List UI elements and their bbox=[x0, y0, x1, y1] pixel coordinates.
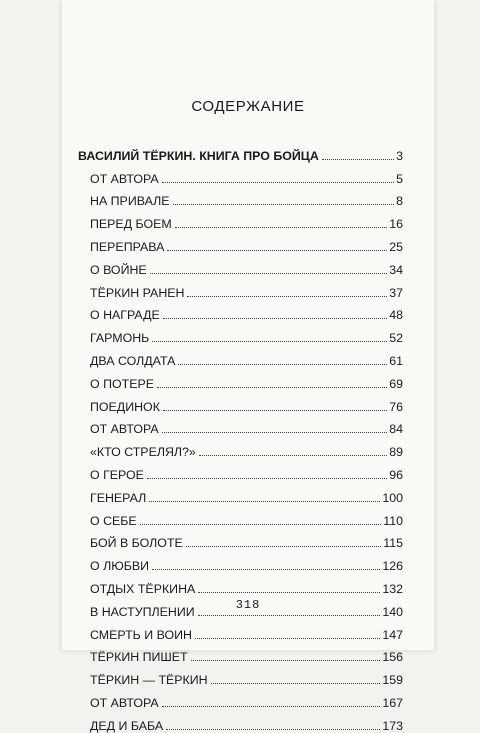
toc-entry bbox=[78, 300, 403, 323]
dot-leader bbox=[199, 455, 387, 456]
toc-entry-title: О ЛЮБВИ bbox=[90, 559, 150, 574]
dot-leader bbox=[152, 341, 387, 342]
dot-leader bbox=[173, 204, 395, 205]
toc-entry-page: 69 bbox=[389, 376, 403, 391]
toc-entry bbox=[78, 254, 403, 277]
toc-entry-title: ТЁРКИН РАНЕН bbox=[90, 285, 185, 300]
toc-entry-title: ВАСИЛИЙ ТЁРКИН. КНИГА ПРО БОЙЦА bbox=[78, 148, 319, 163]
page-number: 318 bbox=[235, 598, 261, 612]
toc-entry-title: СМЕРТЬ И ВОИН bbox=[90, 627, 192, 642]
dot-leader bbox=[152, 569, 380, 570]
dot-leader bbox=[198, 592, 380, 593]
toc-entry-page: 147 bbox=[382, 627, 403, 642]
toc-entry-title: О ВОЙНЕ bbox=[90, 262, 147, 277]
toc-entry-page: 84 bbox=[389, 422, 403, 437]
dot-leader bbox=[147, 478, 387, 479]
toc-entry-page: 132 bbox=[382, 581, 403, 596]
dot-leader bbox=[211, 683, 381, 684]
toc-entry-title: ОТ АВТОРА bbox=[90, 171, 159, 186]
toc-entry-title: О СЕБЕ bbox=[90, 513, 137, 528]
dot-leader bbox=[162, 432, 388, 433]
toc-entry-title: НА ПРИВАЛЕ bbox=[90, 194, 170, 209]
dot-leader bbox=[186, 546, 381, 547]
dot-leader bbox=[178, 364, 387, 365]
toc-entry-title: ОТДЫХ ТЁРКИНА bbox=[90, 581, 196, 596]
dot-leader bbox=[175, 227, 387, 228]
toc-entry-title: ОТ АВТОРА bbox=[90, 422, 159, 437]
dot-leader bbox=[149, 501, 380, 502]
toc-entry-title: ПОЕДИНОК bbox=[90, 399, 160, 414]
dot-leader bbox=[163, 410, 387, 411]
toc-entry-title: ДЕД И БАБА bbox=[90, 718, 164, 733]
toc-entry-page: 3 bbox=[396, 148, 403, 163]
toc-entry bbox=[78, 368, 403, 391]
toc-entry-page: 167 bbox=[382, 695, 403, 710]
toc-entry-page: 89 bbox=[389, 445, 403, 460]
toc-entry-title: ПЕРЕПРАВА bbox=[90, 239, 165, 254]
toc-entry-page: 140 bbox=[382, 604, 403, 619]
toc-entry-page: 48 bbox=[389, 308, 403, 323]
toc-entry bbox=[78, 345, 403, 368]
toc-entry bbox=[78, 208, 403, 231]
dot-leader bbox=[322, 159, 394, 160]
toc-entry bbox=[78, 664, 403, 687]
toc-entry bbox=[78, 186, 403, 209]
toc-entry-page: 100 bbox=[382, 490, 403, 505]
toc-entry-page: 52 bbox=[389, 331, 403, 346]
toc-entry-title: О ГЕРОЕ bbox=[90, 467, 144, 482]
dot-leader bbox=[195, 638, 380, 639]
toc-entry-page: 173 bbox=[382, 718, 403, 733]
toc-entry-page: 126 bbox=[382, 559, 403, 574]
toc-entry bbox=[78, 550, 403, 573]
toc-entry-page: 61 bbox=[389, 353, 403, 368]
toc-entry-page: 34 bbox=[389, 262, 403, 277]
toc-entry-page: 5 bbox=[396, 171, 403, 186]
dot-leader bbox=[140, 524, 382, 525]
dot-leader bbox=[167, 250, 387, 251]
toc-entry-title: БОЙ В БОЛОТЕ bbox=[90, 536, 183, 551]
toc-entry-title: В НАСТУПЛЕНИИ bbox=[90, 604, 195, 619]
toc-entry bbox=[78, 231, 403, 254]
dot-leader bbox=[187, 296, 387, 297]
toc-entry-title: ПЕРЕД БОЕМ bbox=[90, 217, 172, 232]
dot-leader bbox=[162, 706, 381, 707]
toc-entry bbox=[78, 619, 403, 642]
dot-leader bbox=[162, 182, 394, 183]
dot-leader bbox=[166, 729, 380, 730]
toc-entry-page: 156 bbox=[382, 650, 403, 665]
toc-entry-page: 115 bbox=[383, 536, 403, 551]
toc-entry-page: 76 bbox=[389, 399, 403, 414]
toc-entry-title: ДВА СОЛДАТА bbox=[90, 353, 176, 368]
toc-entry-page: 16 bbox=[389, 217, 403, 232]
toc-entry bbox=[78, 140, 403, 163]
toc-entry-page: 96 bbox=[389, 467, 403, 482]
toc-entry bbox=[78, 414, 403, 437]
toc-entry bbox=[78, 642, 403, 665]
toc-entry bbox=[78, 710, 403, 733]
toc-entry bbox=[78, 322, 403, 345]
dot-leader bbox=[157, 387, 387, 388]
toc-entry-page: 25 bbox=[389, 239, 403, 254]
toc-heading: СОДЕРЖАНИЕ bbox=[191, 98, 305, 115]
toc-entry bbox=[78, 482, 403, 505]
toc-entry-title: ГАРМОНЬ bbox=[90, 331, 150, 346]
toc-entry-title: О ПОТЕРЕ bbox=[90, 376, 154, 391]
toc-entry bbox=[78, 459, 403, 482]
dot-leader bbox=[150, 273, 388, 274]
toc-entry bbox=[78, 436, 403, 459]
toc-entry-title: ТЁРКИН ПИШЕТ bbox=[90, 650, 188, 665]
toc-entry-page: 37 bbox=[389, 285, 403, 300]
toc-entry-title: ТЁРКИН — ТЁРКИН bbox=[90, 673, 208, 688]
toc-entry bbox=[78, 687, 403, 710]
dot-leader bbox=[191, 660, 381, 661]
toc-entry bbox=[78, 573, 403, 596]
toc-entry-page: 159 bbox=[382, 673, 403, 688]
toc-entry bbox=[78, 505, 403, 528]
toc-entry-page: 8 bbox=[396, 194, 403, 209]
toc-entry bbox=[78, 391, 403, 414]
toc-entry-title: «КТО СТРЕЛЯЛ?» bbox=[90, 445, 196, 460]
toc-entry bbox=[78, 277, 403, 300]
toc-entry-title: ОТ АВТОРА bbox=[90, 695, 159, 710]
toc-entry-title: О НАГРАДЕ bbox=[90, 308, 160, 323]
dot-leader bbox=[198, 615, 381, 616]
dot-leader bbox=[163, 318, 387, 319]
toc-entry bbox=[78, 528, 403, 551]
toc-entry-page: 110 bbox=[383, 513, 403, 528]
toc-entry bbox=[78, 163, 403, 186]
table-of-contents bbox=[78, 140, 403, 733]
toc-entry-title: ГЕНЕРАЛ bbox=[90, 490, 147, 505]
